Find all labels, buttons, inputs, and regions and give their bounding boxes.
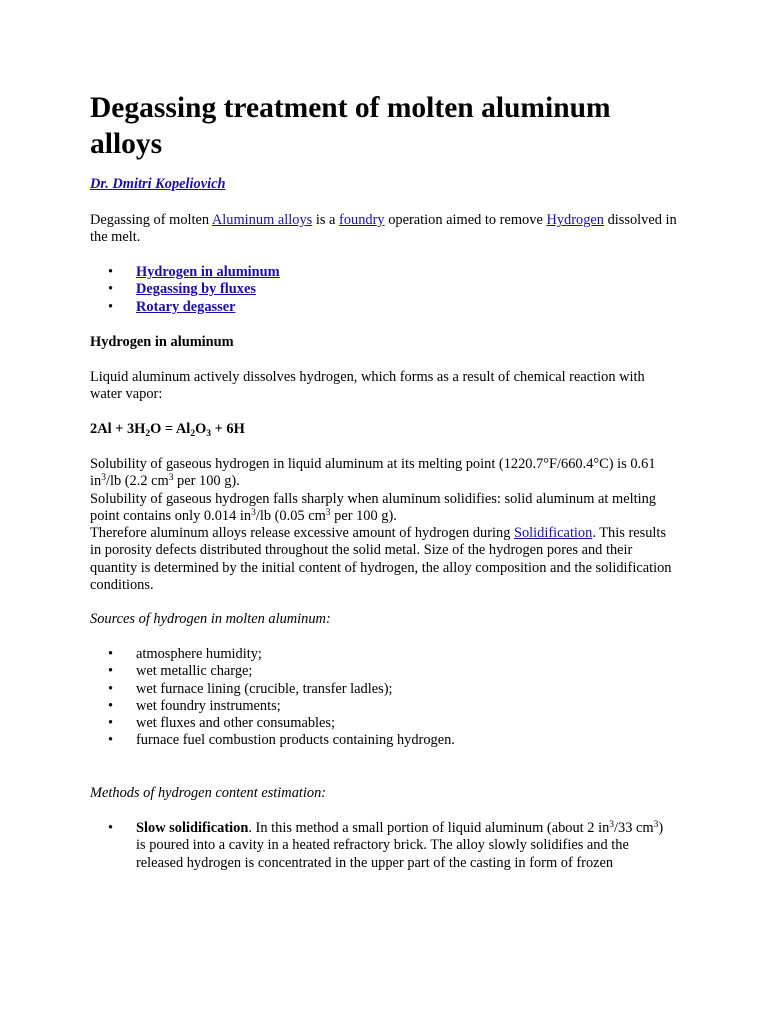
list-item: • atmosphere humidity; bbox=[90, 646, 680, 663]
list-item: • wet metallic charge; bbox=[90, 663, 680, 680]
solidification-link[interactable]: Solidification bbox=[513, 525, 593, 542]
list-item: • wet furnace lining (crucible, transfer ladles); bbox=[90, 681, 680, 698]
toc-link-rotary-degasser[interactable]: Rotary degasser bbox=[136, 298, 236, 315]
methods-list bbox=[90, 820, 670, 872]
list-item: • furnace fuel combustion products containing hydrogen. bbox=[90, 732, 680, 749]
aluminum-alloys-link[interactable]: Aluminum alloys bbox=[211, 212, 313, 228]
foundry-link[interactable]: foundry bbox=[339, 212, 385, 228]
hydrogen-link[interactable]: Hydrogen bbox=[546, 212, 604, 228]
liquid-aluminum-paragraph: Liquid aluminum actively dissolves hydrogen, which forms as a result of chemical reaction with water vapor: bbox=[90, 369, 645, 403]
methods-heading: Methods of hydrogen content estimation: bbox=[90, 785, 327, 801]
list-item: • Slow solidification. In this method a small portion of liquid aluminum (about 2 $in^3/33$ $cm^3$) is poured into a cavity in a heated refractory brick. The alloy slowly solidifies and the released hydrogen is concentrated in the upper part of the casting in form of frozen bbox=[90, 820, 670, 872]
author-link[interactable]: Dr. Dmitri Kopeliovich bbox=[90, 176, 226, 192]
list-item: • wet foundry instruments; bbox=[90, 698, 680, 715]
toc-item bbox=[90, 264, 680, 281]
section-heading-hydrogen-in-aluminum: Hydrogen in aluminum bbox=[90, 334, 234, 350]
intro-paragraph: Degassing of molten Aluminum alloys is a foundry operation aimed to remove Hydrogen dissolved in the melt. bbox=[90, 212, 677, 246]
toc-link-degassing-by-fluxes[interactable]: Degassing by fluxes bbox=[136, 281, 256, 298]
toc-item bbox=[90, 281, 680, 298]
page-title: Degassing treatment of molten aluminum alloys bbox=[90, 92, 611, 160]
solubility-liquid-text: Solubility of gaseous hydrogen in liquid aluminum at its melting point (1220.7°F/660.4°C) is 0.61 $in^3/lb$ (2.2 $cm^3$ per 100 g). bbox=[90, 456, 656, 490]
porosity-text: Therefore aluminum alloys release excessive amount of hydrogen during Solidification. This results in porosity defects distributed throughout the solid metal. Size of the hydrogen pores and their quantity is determined by the initial content of hydrogen, the alloy composition and the solidification conditions. bbox=[90, 525, 672, 594]
solubility-solid-text: Solubility of gaseous hydrogen falls sharply when aluminum solidifies: solid aluminum at melting point contains only 0.014 $in^3/lb$ (0.05 $cm^3$ per 100 g). bbox=[90, 490, 656, 524]
toc-item bbox=[90, 299, 680, 316]
table-of-contents bbox=[90, 264, 680, 316]
author-byline bbox=[90, 176, 680, 193]
reaction-equation: $2Al + 3H_2O = Al_2O_3 + 6H$ bbox=[90, 421, 245, 439]
toc-link-hydrogen-in-aluminum[interactable]: Hydrogen in aluminum bbox=[136, 264, 280, 280]
sources-list bbox=[90, 646, 680, 750]
list-item: • wet fluxes and other consumables; bbox=[90, 715, 680, 732]
sources-heading: Sources of hydrogen in molten aluminum: bbox=[90, 611, 331, 627]
solubility-paragraph bbox=[90, 456, 680, 594]
